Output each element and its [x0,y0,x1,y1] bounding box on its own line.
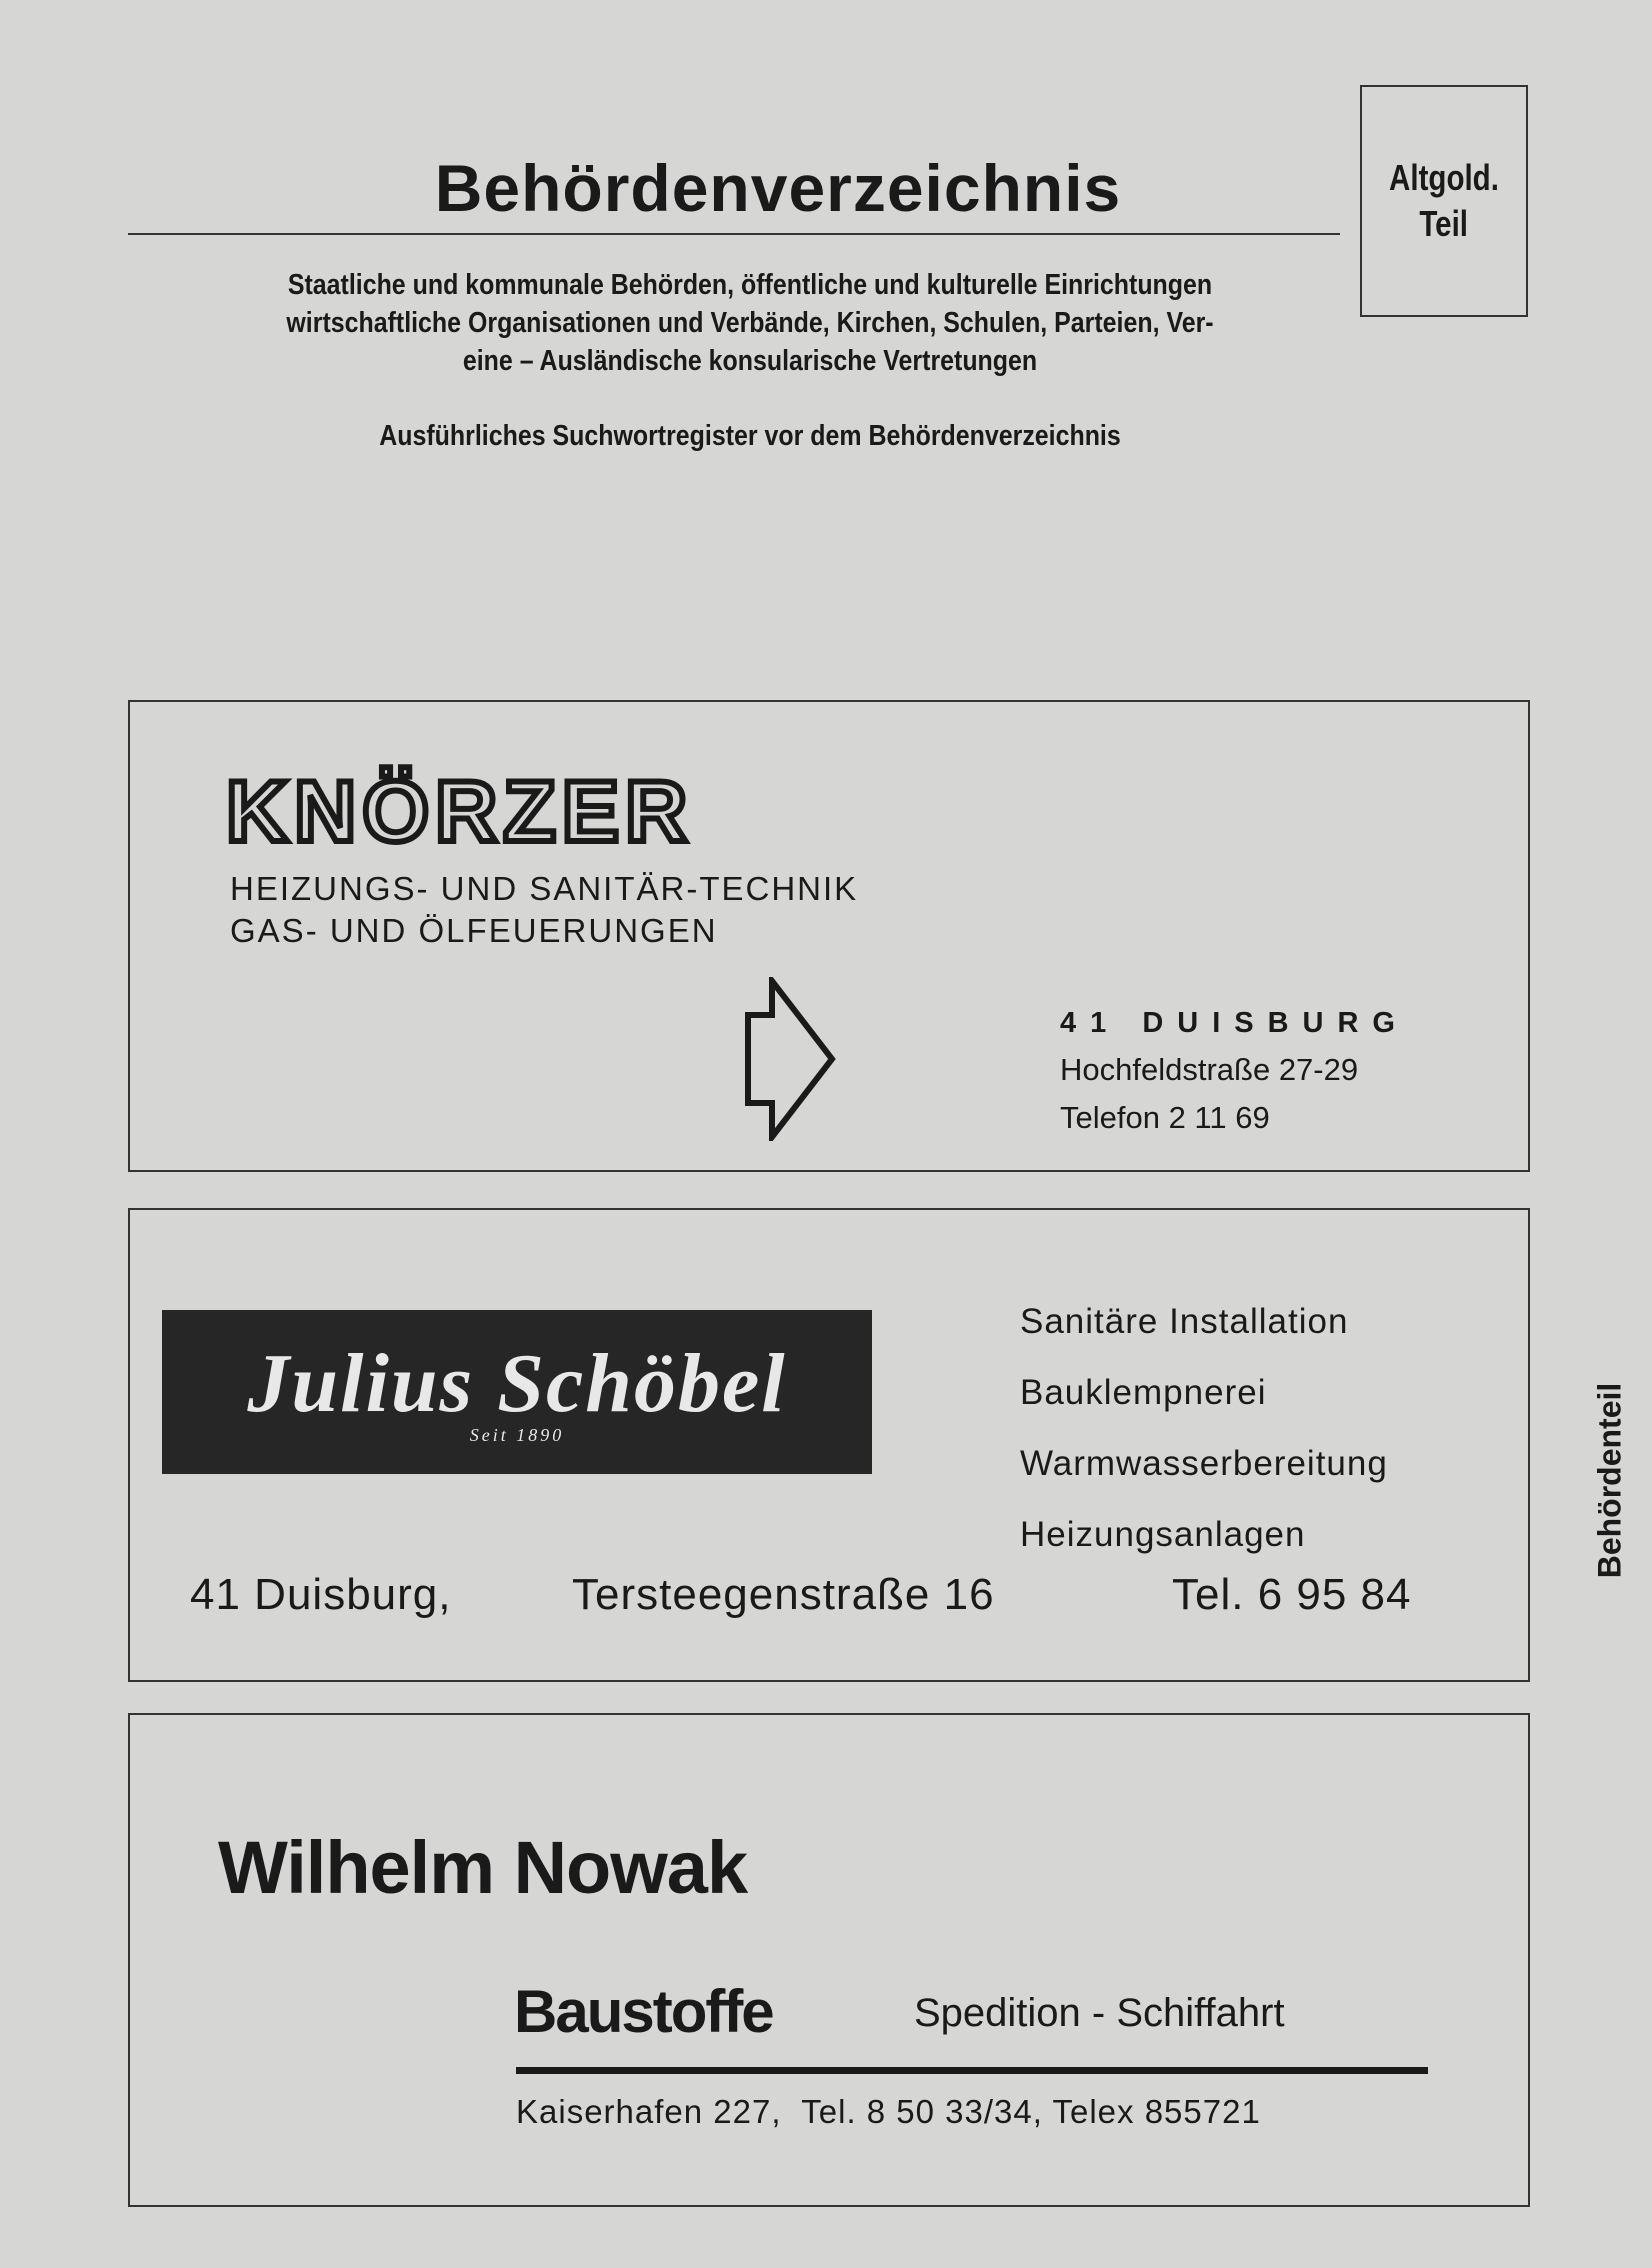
side-tab-label: Behördenteil [1591,1382,1628,1578]
knoerzer-logo: KNÖRZER [226,764,694,860]
nowak-contact: Kaiserhafen 227, Tel. 8 50 33/34, Telex 855721 [516,2093,1261,2130]
index-note: Ausführliches Suchwortregister vor dem Behördenverzeichnis [379,420,1121,452]
schoebel-service: Warmwasserbereitung [1020,1444,1388,1483]
nowak-spedition: Spedition - Schiffahrt [914,1991,1285,2035]
section-tag-box [1360,85,1528,317]
schoebel-logo-since: Seit 1890 [469,1424,565,1445]
side-tab [1580,1380,1640,1580]
subtitle-line: eine – Ausländische konsularische Vertretungen [462,345,1038,377]
schoebel-street: Tersteegenstraße 16 [572,1570,995,1619]
section-tag-line: Altgold. [1389,157,1499,198]
schoebel-phone: Tel. 6 95 84 [1172,1570,1412,1619]
knoerzer-service-line: HEIZUNGS- UND SANITÄR-TECHNIK [230,870,859,907]
schoebel-service: Sanitäre Installation [1020,1302,1349,1341]
ad-schoebel [128,1208,1530,1682]
ad-knoerzer [128,700,1530,1172]
subtitle-line: wirtschaftliche Organisationen und Verbände, Kirchen, Schulen, Parteien, Ver- [286,307,1214,339]
title-divider [128,233,1340,235]
schoebel-logo [162,1310,872,1474]
knoerzer-phone: Telefon 2 11 69 [1060,1100,1270,1135]
section-tag-line: Teil [1419,203,1469,244]
page-title: Behördenverzeichnis [434,151,1122,225]
arrow-right-outline-icon [744,977,836,1141]
knoerzer-street: Hochfeldstraße 27-29 [1060,1052,1359,1087]
schoebel-service: Heizungsanlagen [1020,1515,1306,1554]
schoebel-logo-name: Julius Schöbel [247,1336,787,1430]
nowak-name: Wilhelm Nowak [218,1826,748,1909]
subtitle [260,266,1240,380]
nowak-divider [516,2067,1428,2074]
knoerzer-service-line: GAS- UND ÖLFEUERUNGEN [230,912,718,949]
knoerzer-city: 41 DUISBURG [1060,1007,1409,1039]
ad-nowak [128,1713,1530,2207]
subtitle-line: Staatliche und kommunale Behörden, öffentliche und kulturelle Einrichtungen [287,269,1213,301]
schoebel-city: 41 Duisburg, [190,1570,452,1619]
nowak-baustoffe: Baustoffe [514,1978,773,2045]
schoebel-service: Bauklempnerei [1020,1373,1267,1412]
